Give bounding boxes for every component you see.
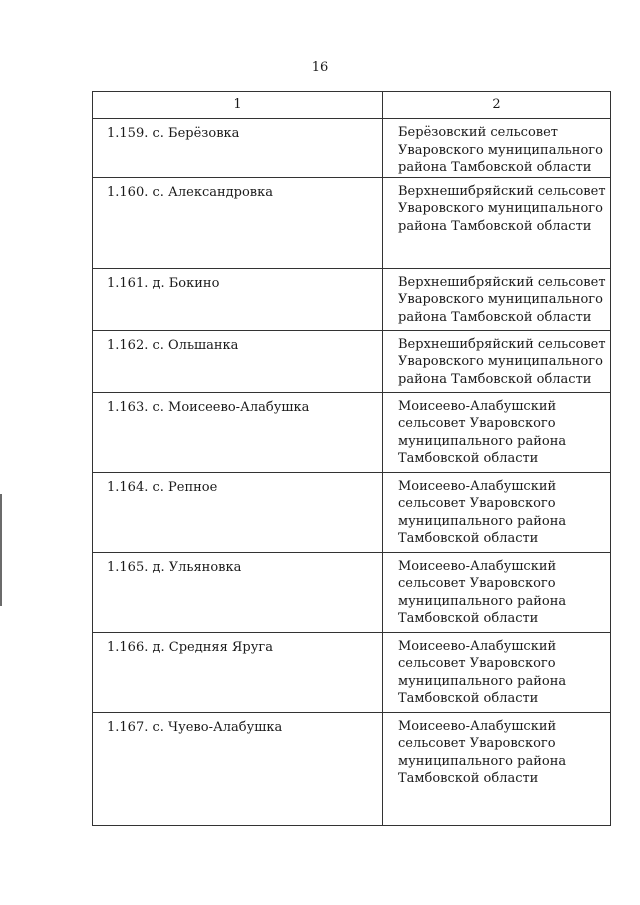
council-name: Верхнешибряйский сельсовет Уваровского муниципального района Тамбовской области — [398, 183, 606, 234]
table-row — [93, 392, 611, 472]
table-row — [93, 268, 611, 330]
settlement-cell — [93, 712, 383, 825]
council-name: Моисеево-Алабушский сельсовет Уваровского муниципального района Тамбовской области — [398, 398, 567, 466]
column-header-1: 1 — [93, 92, 383, 119]
settlement-name: 1.167. с. Чуево-Алабушка — [107, 719, 283, 735]
settlement-cell — [93, 330, 383, 392]
council-name: Берёзовский сельсовет Уваровского муниципального района Тамбовской области — [398, 125, 603, 175]
table-row — [93, 712, 611, 825]
page-number: 16 — [311, 60, 329, 75]
settlement-cell — [93, 552, 383, 632]
settlement-cell — [93, 392, 383, 472]
table-row — [93, 472, 611, 552]
settlement-cell — [93, 177, 383, 268]
council-cell — [383, 119, 611, 178]
council-cell — [383, 712, 611, 825]
settlement-name: 1.165. д. Ульяновка — [107, 559, 242, 575]
column-header-2: 2 — [383, 92, 611, 119]
settlement-name: 1.162. с. Ольшанка — [107, 337, 239, 353]
council-cell — [383, 392, 611, 472]
council-cell — [383, 472, 611, 552]
settlement-cell — [93, 268, 383, 330]
council-cell — [383, 177, 611, 268]
settlement-cell — [93, 472, 383, 552]
settlement-name: 1.166. д. Средняя Яруга — [107, 639, 273, 655]
settlement-cell — [93, 119, 383, 178]
settlement-name: 1.161. д. Бокино — [107, 275, 220, 291]
settlement-cell — [93, 632, 383, 712]
settlements-table — [92, 91, 611, 826]
council-name: Моисеево-Алабушский сельсовет Уваровского муниципального района Тамбовской области — [398, 638, 567, 706]
council-cell — [383, 552, 611, 632]
council-name: Моисеево-Алабушский сельсовет Уваровского муниципального района Тамбовской области — [398, 478, 567, 546]
council-cell — [383, 268, 611, 330]
settlement-name: 1.164. с. Репное — [107, 479, 218, 495]
table-row — [93, 552, 611, 632]
council-name: Моисеево-Алабушский сельсовет Уваровского муниципального района Тамбовской области — [398, 718, 567, 786]
settlement-name: 1.163. с. Моисеево-Алабушка — [107, 399, 310, 415]
settlement-name: 1.160. с. Александровка — [107, 184, 273, 200]
table-row — [93, 119, 611, 178]
table-row — [93, 177, 611, 268]
table-row — [93, 330, 611, 392]
scan-edge-mark — [0, 494, 2, 606]
settlement-name: 1.159. с. Берёзовка — [107, 126, 240, 141]
table-header-row — [93, 92, 611, 119]
council-name: Верхнешибряйский сельсовет Уваровского муниципального района Тамбовской области — [398, 274, 606, 325]
council-name: Моисеево-Алабушский сельсовет Уваровского муниципального района Тамбовской области — [398, 558, 567, 626]
council-cell — [383, 632, 611, 712]
table-row — [93, 632, 611, 712]
council-name: Верхнешибряйский сельсовет Уваровского муниципального района Тамбовской области — [398, 336, 606, 387]
council-cell — [383, 330, 611, 392]
